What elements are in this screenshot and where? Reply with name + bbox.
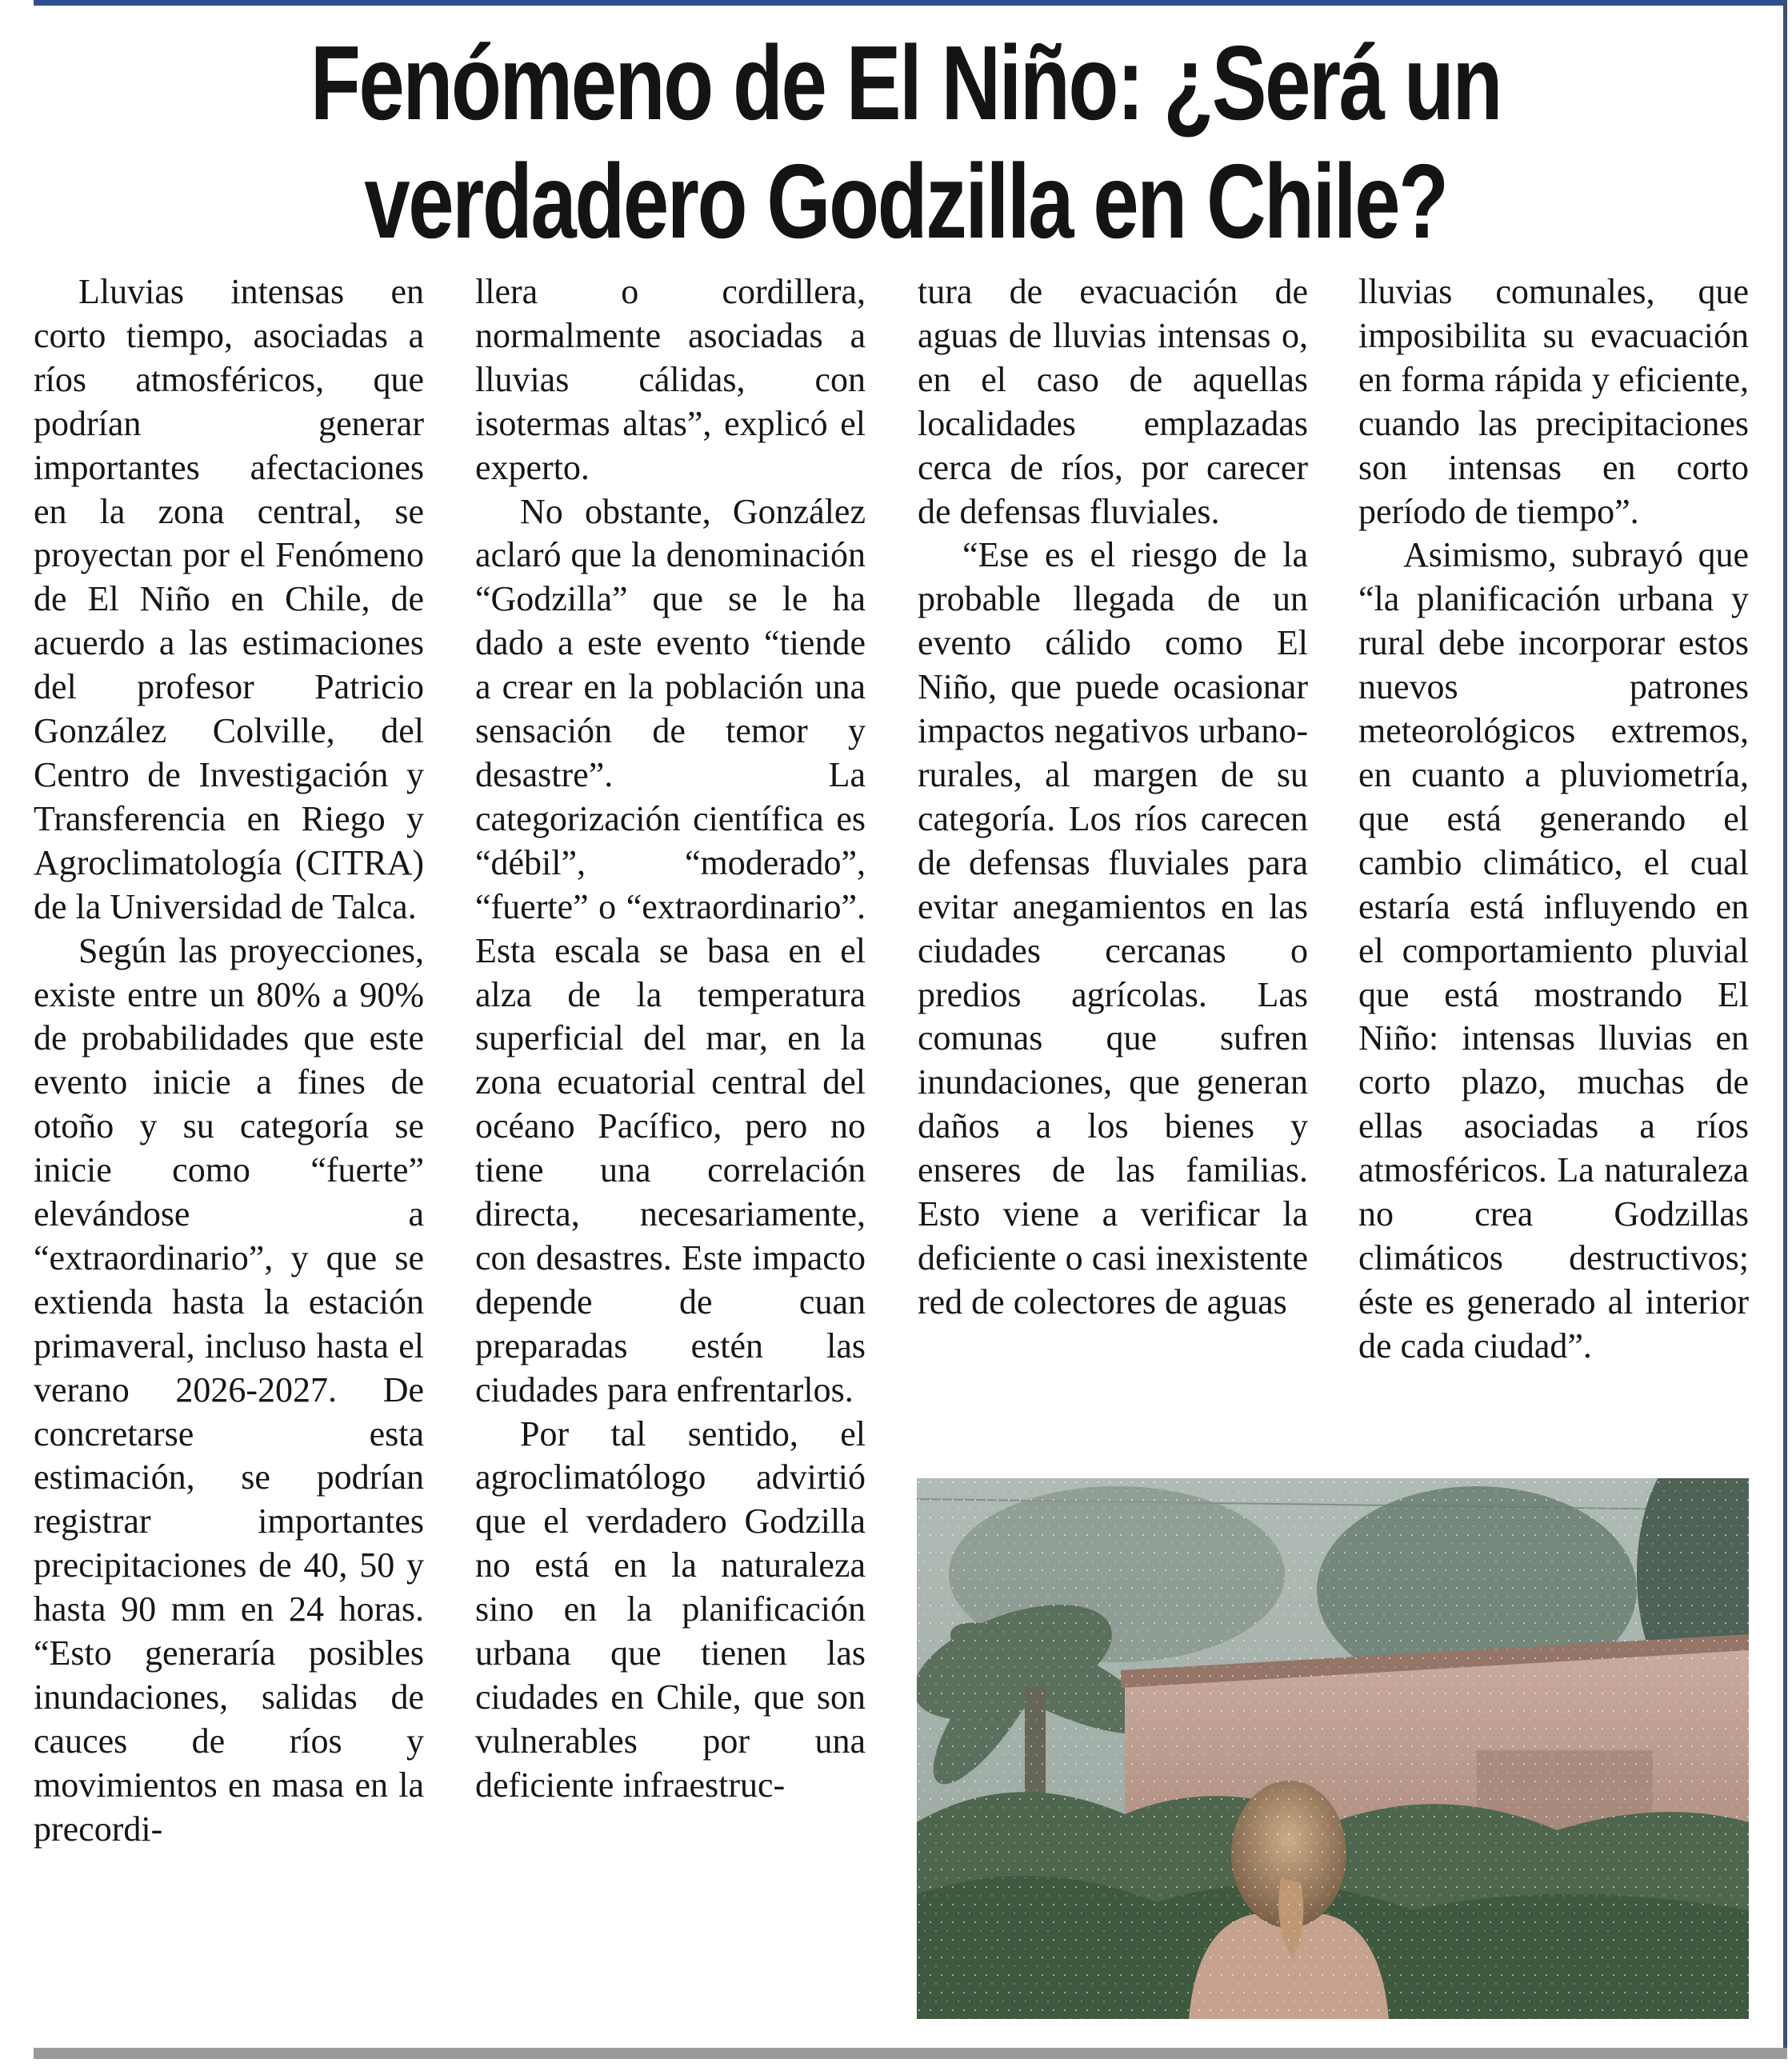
paragraph: Según las proyecciones, existe entre un 80% a 90% de probabilidades que este evento inicie a fines de otoño y su categoría se inicie como “fuerte” elevándose a “extraordinario”, y que se extienda hasta la estación primaveral, incluso hasta el verano 2026-2027. De concretarse esta estimación, se podrían registrar importantes precipitaciones de 40, 50 y hasta 90 mm en 24 horas. “Esto generaría posibles inundaciones, salidas de cauces de ríos y movimientos en masa en la precordi- xyxy=(34,930,424,1849)
article-column-1 xyxy=(34,270,424,1852)
headline-line-1: Fenómeno de El Niño: ¿Será un xyxy=(310,24,1502,142)
article-column-2 xyxy=(475,270,866,1808)
article-photo-rainy-garden xyxy=(917,1478,1749,2019)
headline-line-2: verdadero Godzilla en Chile? xyxy=(364,142,1447,260)
right-border-rule xyxy=(1783,0,1787,2053)
paragraph: Lluvias intensas en corto tiempo, asociadas a ríos atmosféricos, que podrían generar importantes afectaciones en la zona central, se proyectan por el Fenómeno de El Niño en Chile, de acuerdo a las estimaciones del profesor Patricio González Colville, del Centro de Investigación y Transferencia en Riego y Agroclimatología (CITRA) de la Universidad de Talca. xyxy=(34,272,424,926)
paragraph: Asimismo, subrayó que “la planificación urbana y rural debe incorporar estos nuevos patrones meteorológicos extremos, en cuanto a pluviometría, que está generando el cambio climático, el cual estaría está influyendo en el comportamiento pluvial que está mostrando El Niño: intensas lluvias en corto plazo, muchas de ellas asociadas a ríos atmosféricos. La naturaleza no crea Godzillas climáticos destructivos; éste es generado al interior de cada ciudad”. xyxy=(1358,535,1749,1365)
paragraph: No obstante, González aclaró que la denominación “Godzilla” que se le ha dado a este evento “tiende a crear en la población una sensación de temor y desastre”. La categorización científica es “débil”, “moderado”, “fuerte” o “extraordinario”. Esta escala se basa en el alza de la temperatura superficial del mar, en la zona ecuatorial central del océano Pacífico, pero no tiene una correlación directa, necesariamente, con desastres. Este impacto depende de cuan preparadas estén las ciudades para enfrentarlos. xyxy=(475,491,866,1409)
paragraph: Por tal sentido, el agroclimatólogo advirtió que el verdadero Godzilla no está en la naturaleza sino en la planificación urbana que tienen las ciudades en Chile, que son vulnerables por una deficiente infraestruc- xyxy=(475,1413,866,1805)
article-column-4 xyxy=(1358,270,1749,1369)
article-column-3 xyxy=(918,270,1308,1325)
article-headline xyxy=(226,24,1586,261)
paragraph-continued: tura de evacuación de aguas de lluvias intensas o, en el caso de aquellas localidades emplazadas cerca de ríos, por carecer de defensas fluviales. xyxy=(918,272,1308,531)
paragraph: “Ese es el riesgo de la probable llegada de un evento cálido como El Niño, que puede ocasionar impactos negativos urbano-rurales, al margen de su categoría. Los ríos carecen de defensas fluviales para evitar anegamientos en las ciudades cercanas o predios agrícolas. Las comunas que sufren inundaciones, que generan daños a los bienes y enseres de las familias. Esto viene a verificar la deficiente o casi inexistente red de colectores de aguas xyxy=(918,535,1308,1321)
top-border-rule xyxy=(34,0,1786,6)
paragraph-continued: lluvias comunales, que imposibilita su evacuación en forma rápida y eficiente, cuando las precipitaciones son intensas en corto período de tiempo”. xyxy=(1358,272,1749,531)
bottom-border-rule xyxy=(34,2048,1787,2059)
paragraph-continued: llera o cordillera, normalmente asociadas a lluvias cálidas, con isotermas altas”, explicó el experto. xyxy=(475,272,866,487)
